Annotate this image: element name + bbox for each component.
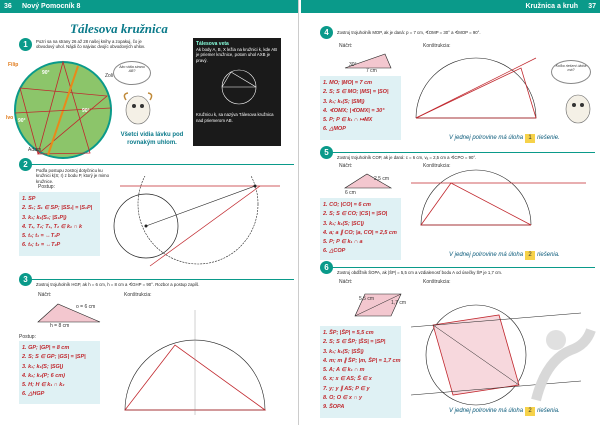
step: 5. P; P ∈ k₁ ∩ a	[323, 239, 363, 246]
step: 1. GP; |GP| = 8 cm	[22, 345, 70, 351]
step: 6. t₂; t₂ = ↔T₂P	[22, 242, 61, 249]
result-tail: riešenia.	[537, 252, 560, 258]
dim-distance: 1,7 cm	[391, 300, 407, 306]
konstrukcia-label: Konštrukcia:	[423, 279, 451, 285]
section-5-text: Zostroj trojuholník COP, ak je daná: c = 6 cm, vₐ = 2,5 cm a ∢CPO = 90°.	[337, 155, 477, 160]
dim-diagonal: 5,5 cm	[359, 296, 375, 302]
section-divider	[28, 164, 294, 165]
step: 3. k₁; k₁(S; |SM|)	[323, 98, 365, 105]
step: 4. ∢OMX; |∢OMX| = 30°	[323, 107, 385, 114]
step: 1. CO; |CO| = 6 cm	[323, 202, 371, 208]
step: 5. A; A ∈ k₁ ∩ m	[323, 367, 365, 374]
dim-length: 6 cm	[345, 190, 356, 196]
watermark-logo-icon	[526, 320, 596, 410]
result-text: V jednej polrovine má úloha	[449, 408, 524, 414]
label-zoli: Zoli	[105, 73, 114, 79]
section-4-steps	[320, 76, 401, 140]
speech-bubble: Ako vidia stranu AB?	[113, 61, 151, 85]
page-header	[301, 0, 600, 13]
section-4-result	[449, 134, 560, 143]
nacrt-label: Náčrt:	[339, 279, 353, 285]
section-3-steps	[19, 341, 100, 404]
sheep-mascot-icon	[561, 88, 595, 126]
step: 6. x; x ∈ AS; Š ∈ x	[323, 376, 372, 383]
step: 2. S; S ∈ CO; |CS| = |SO|	[323, 211, 388, 218]
dim-length: 7 cm	[366, 68, 377, 74]
step: 6. △COP	[323, 248, 346, 255]
section-2-text: Podľa postupu zostroj dotyčnicu ku kružnici k(S; r) z bodu P, ktorý je mimo kružnice.	[36, 168, 109, 184]
label-filip: Filip	[8, 62, 19, 68]
section-divider	[329, 152, 595, 153]
left-page	[0, 0, 299, 425]
section-number-5: 5	[320, 146, 333, 159]
dim-angle: 30°	[349, 62, 357, 68]
sheep-mascot-icon	[120, 88, 156, 128]
section-6-result	[449, 407, 560, 416]
step: 2. S₁; S₁ ∈ SP; |SS₁| = |S₁P|	[22, 205, 93, 212]
konstrukcia-label: Konštrukcia:	[423, 163, 451, 169]
thales-box-title: Tálesova veta	[196, 41, 229, 47]
thales-circle-diagram	[201, 65, 277, 105]
konstrukcia-label: Konštrukcia:	[124, 292, 152, 298]
angle-90-c: 90°	[82, 108, 90, 114]
step: 6. △MOP	[323, 126, 346, 133]
result-count-badge: 1	[525, 134, 535, 143]
header-title: Nový Pomocník 8	[22, 3, 81, 10]
step: 2. S; S ∈ ŠP; |ŠS| = |SP|	[323, 339, 386, 346]
triangle-construction-figure	[115, 300, 295, 420]
result-text: V jednej polrovine má úloha	[449, 135, 524, 141]
thales-theorem-box	[193, 38, 281, 146]
section-number-3: 3	[19, 273, 32, 286]
konstrukcia-label: Konštrukcia:	[423, 43, 451, 49]
header-title: Kružnica a kruh	[525, 3, 578, 10]
step: 3. k₁; k₁(S; |SC|)	[323, 220, 364, 227]
section-number-6: 6	[320, 261, 333, 274]
section-number-1: 1	[19, 38, 32, 51]
step: 2. S; S ∈ MO; |MS| = |SO|	[323, 89, 389, 96]
step: 5. t₁; t₁ = ↔T₁P	[22, 233, 60, 240]
step: 5. P; P ∈ k₁ ∩ ↦MX	[323, 117, 373, 124]
section-5-result	[449, 251, 560, 260]
result-count-badge: 2	[525, 407, 535, 416]
speech-bubble: Koľko riešení úloha má?	[551, 60, 591, 84]
result-tail: riešenia.	[537, 408, 560, 414]
result-tail: riešenie.	[537, 135, 560, 141]
section-1-note: Všetci vidia lávku pod rovnakým uhlom.	[120, 132, 184, 146]
step: 4. m; m ∥ ŠP; |m, ŠP| = 1,7 cm	[323, 357, 401, 364]
page-number: 37	[588, 3, 596, 10]
section-3-text: Zostroj trojuholník HGP, ak h = 6 cm, h = 8 cm a ∢GHP = 90°. Rozbor a postup zapíš.	[36, 282, 200, 287]
step: 1. SP	[22, 196, 36, 202]
step: 4. T₁, T₂; T₁, T₂ ∈ k₁ ∩ k	[22, 223, 83, 230]
page-title: Tálesova kružnica	[70, 21, 168, 36]
postup-label: Postup:	[19, 334, 36, 340]
page-number: 36	[4, 3, 12, 10]
section-4-text: Zostroj trojuholník MOP, ak je daná: p = 7 cm, ∢OMP = 30° a ∢MOP = 90°.	[337, 30, 481, 35]
tangent-construction-figure	[110, 176, 295, 268]
nacrt-label: Náčrt:	[339, 43, 353, 49]
right-page	[301, 0, 600, 425]
section-divider	[28, 279, 294, 280]
section-1-text: Pozri sa na strany 26 až 28 našej knihy a zopakuj, čo je obvodový uhol. Nájdi čo najviac dvojíc obvodových uhlov.	[36, 39, 146, 50]
section-number-2: 2	[19, 158, 32, 171]
construction-4-figure	[406, 48, 556, 140]
nacrt-label: Náčrt:	[339, 163, 353, 169]
step: 4. k₂; k₂(P; 6 cm)	[22, 372, 66, 379]
angle-90-b: 90°	[18, 118, 26, 124]
step: 7. y; y ∥ AS; P ∈ y	[323, 385, 370, 392]
step: 8. O; O ∈ x ∩ y	[323, 395, 363, 402]
section-number-4: 4	[320, 26, 333, 39]
page-header	[0, 0, 298, 13]
nacrt-label: Náčrt:	[38, 292, 52, 298]
step: 3. k₁; k₁(S₁; |S₁P|)	[22, 214, 67, 221]
step: 1. MO; |MO| = 7 cm	[323, 80, 373, 86]
step: 3. k₁; k₁(S; |SG|)	[22, 363, 64, 370]
thales-box-text: Ak body A, B, X ležia na kružnici k, kde AB je priemer kružnice, potom uhol AXB je pravý.	[196, 47, 277, 63]
step: 6. △HGP	[22, 391, 45, 398]
label-adam: Adam	[28, 147, 42, 153]
section-6-steps	[320, 326, 401, 418]
postup-label: Postup:	[38, 184, 55, 190]
dim-h: h = 8 cm	[50, 323, 70, 329]
triangle-sketch	[30, 300, 110, 330]
section-6-text: Zostroj obdĺžnik ŠOPA, ak |ŠP| = 5,5 cm a vzdialenosť bodu A od úsečky ŠP je 1,7 cm.	[337, 270, 503, 275]
step: 4. a; a ∥ CO; |a, CO| = 2,5 cm	[323, 229, 397, 236]
step: 9. ŠOPA	[323, 404, 345, 411]
result-text: V jednej polrovine má úloha	[449, 252, 524, 258]
section-2-steps	[19, 192, 100, 256]
stadium-circle-figure	[8, 58, 118, 163]
section-divider	[329, 267, 595, 268]
dim-o: o = 6 cm	[76, 304, 96, 310]
section-5-steps	[320, 198, 401, 260]
step: 1. ŠP; |ŠP| = 5,5 cm	[323, 330, 374, 336]
result-count-badge: 2	[525, 251, 535, 260]
dim-height: 2,5 cm	[374, 176, 390, 182]
step: 2. S; S ∈ GP; |GS| = |SP|	[22, 354, 86, 361]
label-ivo: Ivo	[6, 115, 14, 121]
angle-90-a: 90°	[42, 70, 50, 76]
construction-5-figure	[406, 165, 591, 245]
step: 5. H; H ∈ k₁ ∩ k₂	[22, 382, 65, 389]
step: 3. k₁; k₁(S; |SŠ|)	[323, 348, 364, 355]
thales-box-note: Kružnicu k, sa nazýva Tálesova kružnica nad priemerom AB.	[196, 112, 274, 123]
